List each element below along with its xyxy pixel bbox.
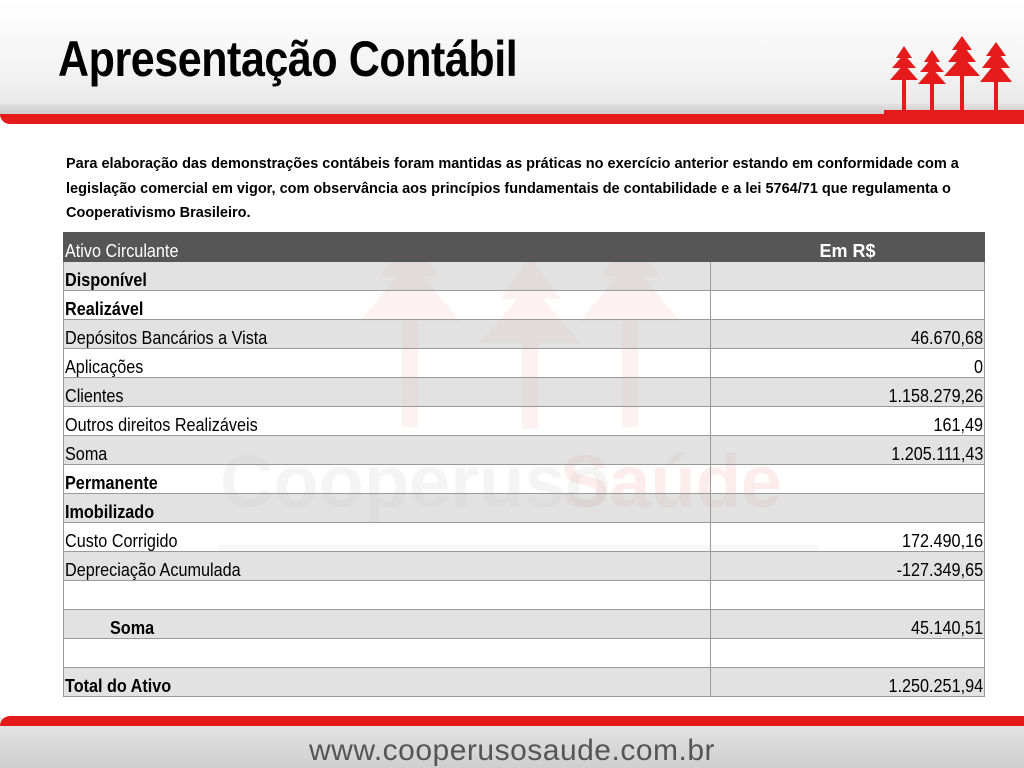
- row-label: [64, 639, 711, 668]
- intro-paragraph: Para elaboração das demonstrações contábeis foram mantidas as práticas no exercício anterior estando em conformidade com a legislação comercial em vigor, com observância aos princípios fundamentais de contabilidade e a lei 5764/71 que regulamenta o Cooperativismo Brasileiro.: [66, 156, 959, 221]
- row-label: Custo Corrigido: [64, 523, 711, 552]
- pine-tree-icon: [980, 42, 1012, 112]
- footer-website-url: www.cooperusosaude.com.br: [308, 734, 716, 767]
- row-label: Disponível: [64, 262, 711, 291]
- row-value: 45.140,51: [711, 610, 985, 639]
- row-value: 0: [711, 349, 985, 378]
- row-value: 1.250.251,94: [711, 668, 985, 697]
- header-value-cell: Em R$: [711, 233, 985, 262]
- row-value: 172.490,16: [711, 523, 985, 552]
- table-row-empty: [64, 639, 985, 668]
- row-value: [711, 262, 985, 291]
- table-row-empty: [64, 581, 985, 610]
- page-title: Apresentação Contábil: [58, 31, 518, 87]
- header-accent-bar: [0, 114, 1024, 124]
- row-label: [64, 581, 711, 610]
- header-label-cell: Ativo Circulante: [64, 233, 711, 262]
- table-row: [64, 610, 985, 639]
- pine-tree-icon: [890, 46, 918, 112]
- row-value: [711, 639, 985, 668]
- table-row: [64, 262, 985, 291]
- row-value: 1.158.279,26: [711, 378, 985, 407]
- footer-accent-bar: [0, 716, 1024, 726]
- row-value: [711, 465, 985, 494]
- table-row: [64, 349, 985, 378]
- table-row: [64, 436, 985, 465]
- pine-tree-icon: [918, 50, 946, 112]
- row-label: Total do Ativo: [64, 668, 711, 697]
- table-row: [64, 465, 985, 494]
- row-value: 46.670,68: [711, 320, 985, 349]
- row-value: 1.205.111,43: [711, 436, 985, 465]
- row-label: Depreciação Acumulada: [64, 552, 711, 581]
- table-header-row: [64, 233, 985, 262]
- row-label: Soma: [64, 436, 711, 465]
- total-row: [64, 668, 985, 697]
- table-row: [64, 494, 985, 523]
- row-label: Depósitos Bancários a Vista: [64, 320, 711, 349]
- row-value: [711, 581, 985, 610]
- row-value: [711, 494, 985, 523]
- row-label: Aplicações: [64, 349, 711, 378]
- row-label: Outros direitos Realizáveis: [64, 407, 711, 436]
- row-label: Permanente: [64, 465, 711, 494]
- pine-trees-logo-icon: [884, 34, 1024, 114]
- table-row: [64, 523, 985, 552]
- balance-table: [63, 232, 985, 697]
- pine-tree-icon: [944, 36, 980, 112]
- table-row: [64, 552, 985, 581]
- table-row: [64, 320, 985, 349]
- row-label: Realizável: [64, 291, 711, 320]
- table-row: [64, 291, 985, 320]
- row-label: Soma: [64, 610, 711, 639]
- row-value: -127.349,65: [711, 552, 985, 581]
- row-value: 161,49: [711, 407, 985, 436]
- table-row: [64, 378, 985, 407]
- row-label: Clientes: [64, 378, 711, 407]
- row-label: Imobilizado: [64, 494, 711, 523]
- row-value: [711, 291, 985, 320]
- table-row: [64, 407, 985, 436]
